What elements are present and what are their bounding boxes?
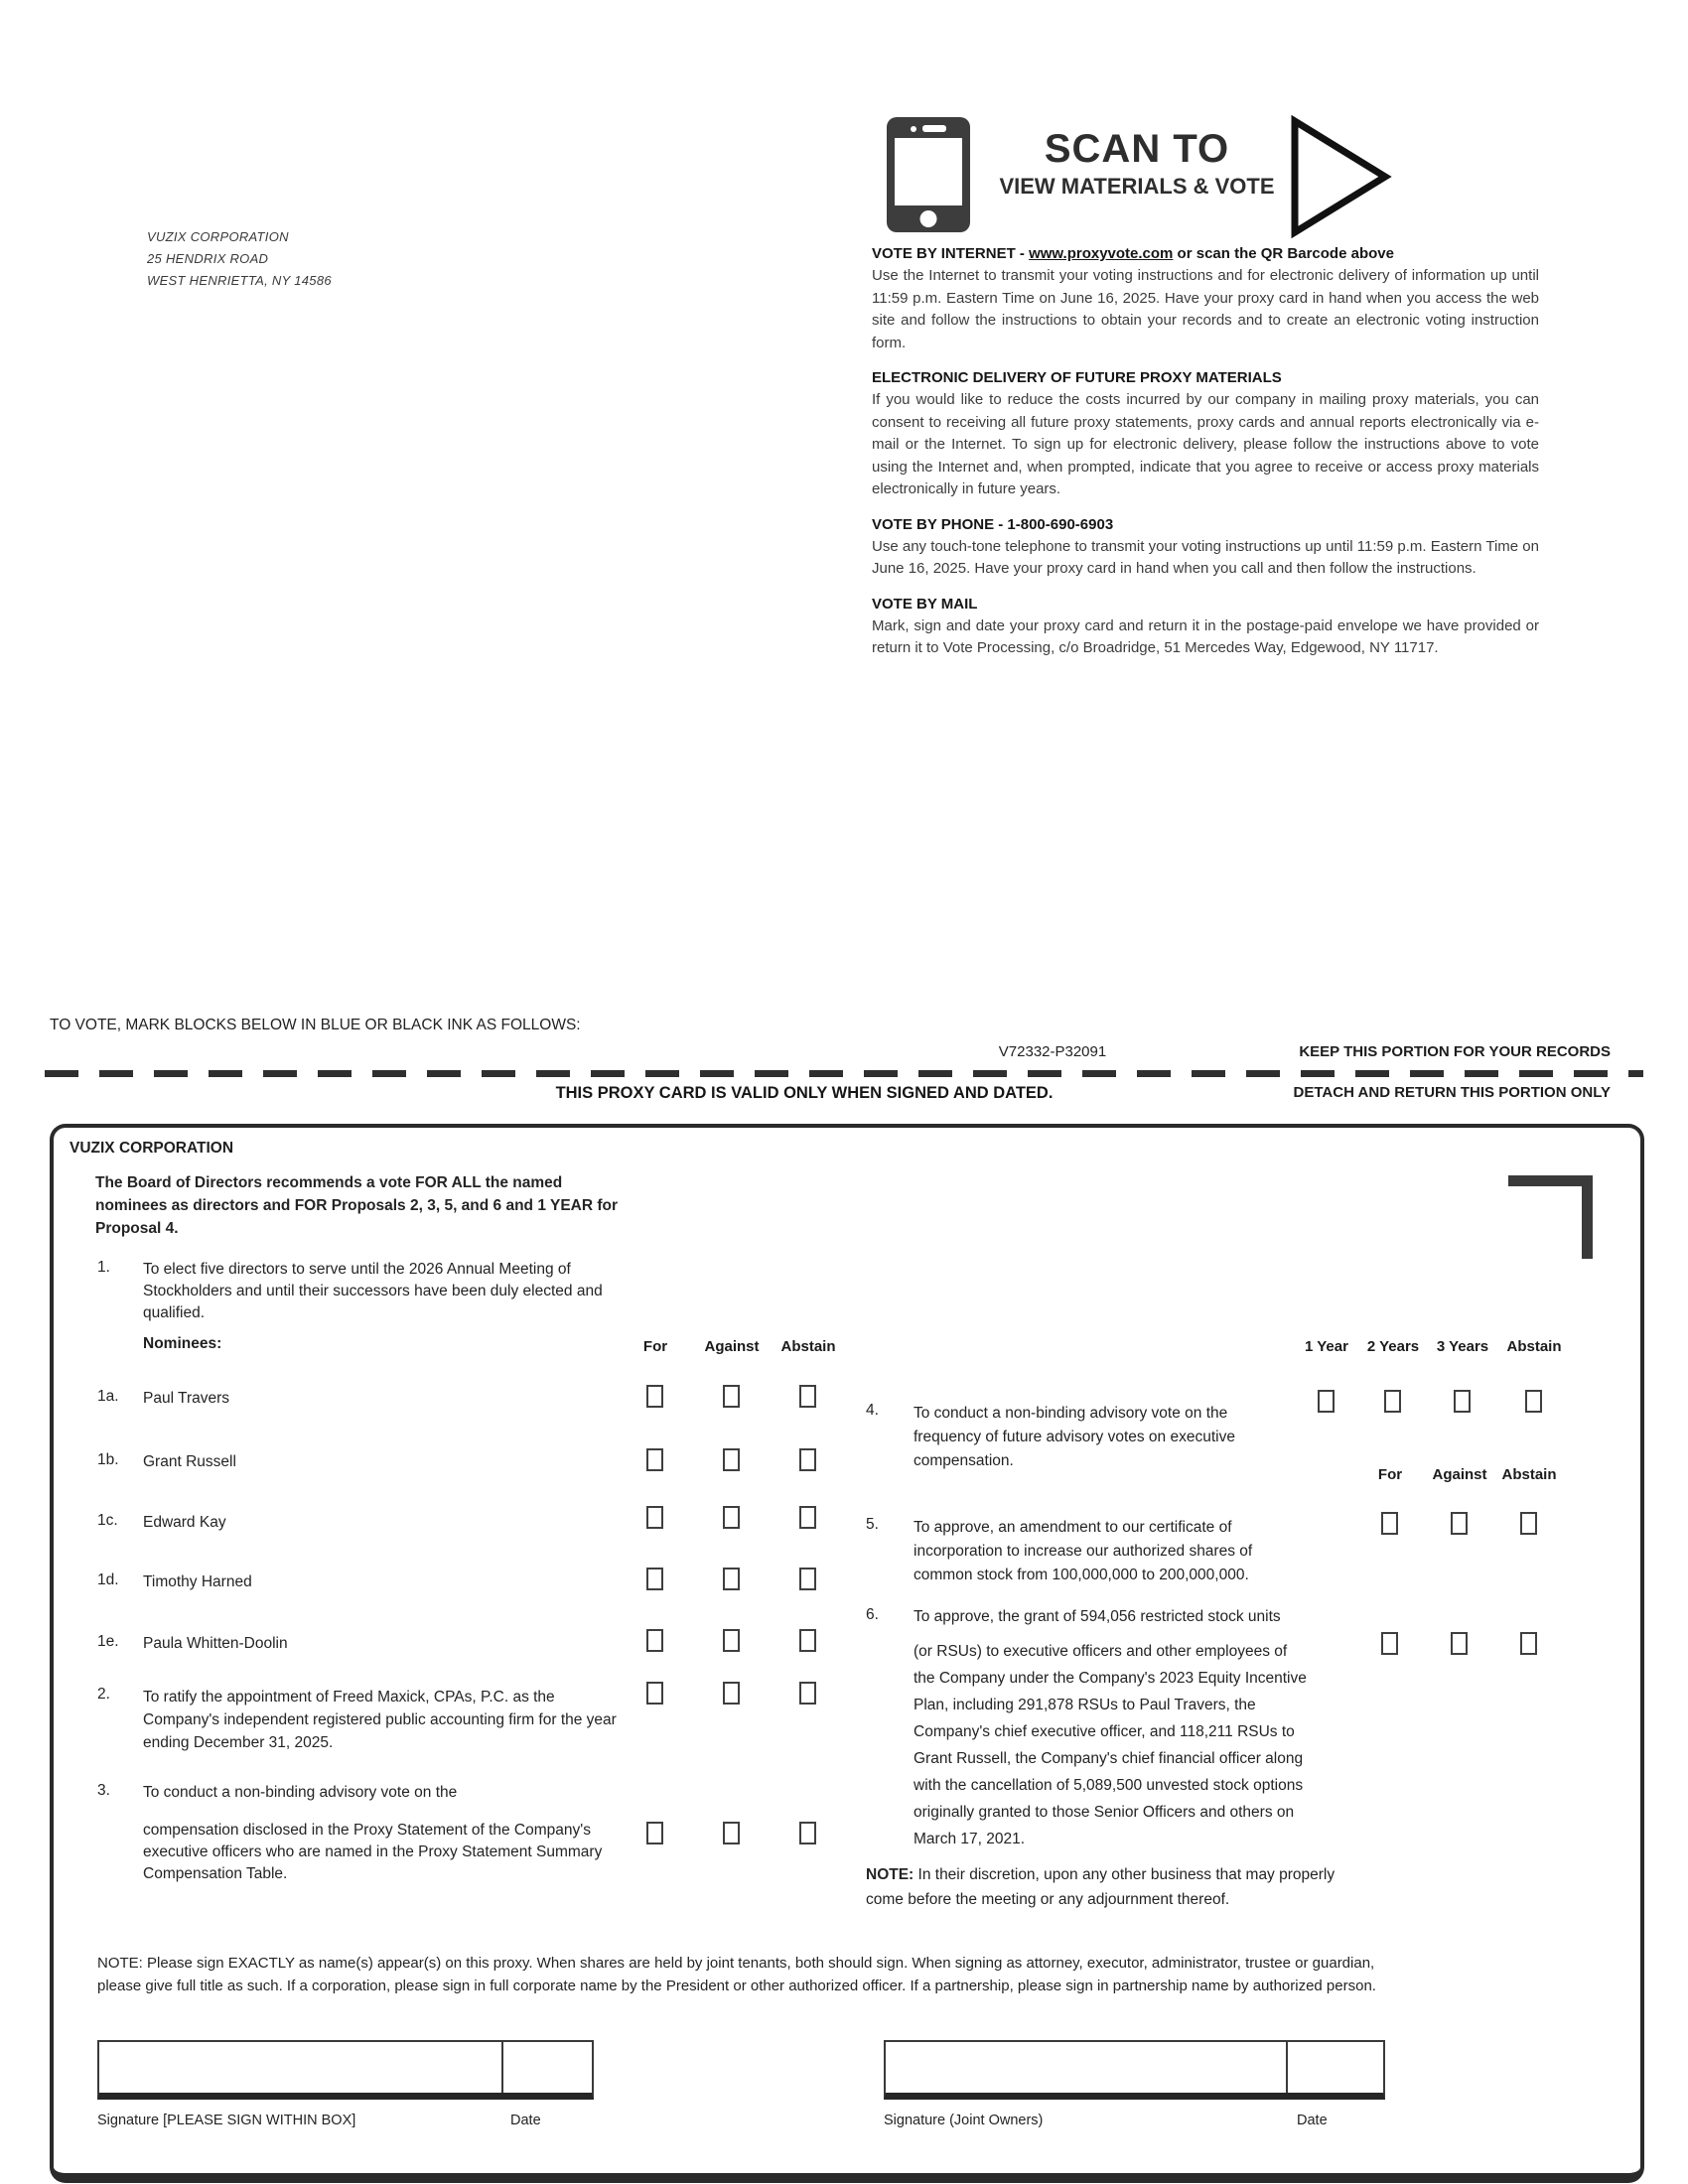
discretion-note-label: NOTE: bbox=[866, 1866, 914, 1883]
return-address bbox=[147, 226, 332, 292]
electronic-delivery-body: If you would like to reduce the costs incurred by our company in mailing proxy materials, you can consent to receiving all future proxy statements, proxy cards and annual reports electronically via e-mail or the Internet. To sign up for electronic delivery, please follow the instructions above to vote using the Internet and, when prompted, indicate that you agree to receive or access proxy materials electronically in future years. bbox=[872, 391, 1539, 497]
smartphone-icon bbox=[887, 117, 970, 232]
proposal4-number: 4. bbox=[866, 1402, 879, 1419]
checkbox-p2-abstain[interactable] bbox=[799, 1682, 816, 1705]
proposal1-number: 1. bbox=[97, 1259, 110, 1276]
checkbox-p6-against[interactable] bbox=[1451, 1632, 1468, 1655]
return-address-line1: VUZIX CORPORATION bbox=[147, 229, 289, 244]
col-header-for-2: For bbox=[1377, 1466, 1403, 1483]
card-company-name: VUZIX CORPORATION bbox=[70, 1140, 234, 1157]
vote-by-internet-body: Use the Internet to transmit your voting instructions and for electronic delivery of information up until 11:59 p.m. Eastern Time on June 16, 2025. Have your proxy card in hand when you access the web site and follow the instructions to obtain your records and to create an electronic voting instruction form. bbox=[872, 267, 1539, 351]
checkbox-1a-against[interactable] bbox=[723, 1385, 740, 1408]
proposal1-text: To elect five directors to serve until the 2026 Annual Meeting of Stockholders and until their successors have been duly elected and qualified. bbox=[143, 1261, 603, 1321]
col-header-1year: 1 Year bbox=[1305, 1338, 1348, 1355]
checkbox-p3-for[interactable] bbox=[646, 1822, 663, 1844]
return-address-line2: 25 HENDRIX ROAD bbox=[147, 251, 269, 266]
nominee-1b-name: Grant Russell bbox=[143, 1453, 236, 1470]
col-header-freq-abstain: Abstain bbox=[1506, 1338, 1562, 1355]
discretion-note-text: In their discretion, upon any other business that may properly come before the meeting or any adjournment thereof. bbox=[866, 1866, 1336, 1908]
detach-portion-label: DETACH AND RETURN THIS PORTION ONLY bbox=[1293, 1084, 1611, 1101]
proposal2-number: 2. bbox=[97, 1686, 110, 1703]
col-header-against-2: Against bbox=[1432, 1466, 1487, 1483]
keep-portion-label: KEEP THIS PORTION FOR YOUR RECORDS bbox=[1299, 1043, 1611, 1060]
checkbox-1c-abstain[interactable] bbox=[799, 1506, 816, 1529]
checkbox-1a-for[interactable] bbox=[646, 1385, 663, 1408]
checkbox-1b-against[interactable] bbox=[723, 1448, 740, 1471]
vote-by-phone-heading: VOTE BY PHONE - 1-800-690-6903 bbox=[872, 515, 1114, 533]
nominee-1d-id: 1d. bbox=[97, 1571, 119, 1588]
scan-banner bbox=[993, 127, 1281, 200]
phone-screen bbox=[895, 138, 962, 205]
checkbox-1d-for[interactable] bbox=[646, 1568, 663, 1590]
date1-label: Date bbox=[510, 2113, 541, 2128]
proposal5-number: 5. bbox=[866, 1516, 879, 1533]
electronic-delivery-section bbox=[872, 369, 1539, 501]
checkbox-p2-for[interactable] bbox=[646, 1682, 663, 1705]
vote-methods bbox=[872, 245, 1539, 675]
proposal3-line1: To conduct a non-binding advisory vote on the bbox=[143, 1784, 458, 1801]
vote-by-internet-section bbox=[872, 245, 1539, 354]
vote-by-phone-section bbox=[872, 516, 1539, 581]
checkbox-1a-abstain[interactable] bbox=[799, 1385, 816, 1408]
checkbox-1b-for[interactable] bbox=[646, 1448, 663, 1471]
proposal6-text: (or RSUs) to executive officers and other employees of the Company under the Company's 2023 Equity Incentive Plan, including 291,878 RSUs to Paul Travers, the Company's chief executive officer, and 118,211 RSUs to Grant Russell, the Company's chief financial officer along with the cancellation of 5,089,500 unvested stock options originally granted to those Senior Officers and others on March 17, 2021. bbox=[914, 1643, 1307, 1847]
phone-home-button bbox=[920, 210, 937, 227]
col-header-abstain-2: Abstain bbox=[1501, 1466, 1557, 1483]
signature-box-joint bbox=[884, 2040, 1385, 2100]
checkbox-p4-1year[interactable] bbox=[1318, 1390, 1335, 1413]
discretion-note bbox=[866, 1862, 1362, 1912]
vote-by-mail-section bbox=[872, 596, 1539, 660]
checkbox-p4-3years[interactable] bbox=[1454, 1390, 1471, 1413]
checkbox-p4-abstain[interactable] bbox=[1525, 1390, 1542, 1413]
checkbox-p3-against[interactable] bbox=[723, 1822, 740, 1844]
checkbox-1e-for[interactable] bbox=[646, 1629, 663, 1652]
perforation-dashed-line bbox=[45, 1070, 1643, 1077]
right-arrow-icon bbox=[1289, 114, 1392, 239]
scan-banner-title: SCAN TO bbox=[1044, 127, 1230, 171]
checkbox-1e-abstain[interactable] bbox=[799, 1629, 816, 1652]
vote-by-phone-body: Use any touch-tone telephone to transmit your voting instructions up until 11:59 p.m. Eastern Time on June 16, 2025. Have your proxy card in hand when you call and then follow the instructions. bbox=[872, 537, 1539, 577]
return-address-line3: WEST HENRIETTA, NY 14586 bbox=[147, 273, 332, 288]
proposal6-number: 6. bbox=[866, 1606, 879, 1623]
vote-by-mail-body: Mark, sign and date your proxy card and return it in the postage-paid envelope we have provided or return it to Vote Processing, c/o Broadridge, 51 Mercedes Way, Edgewood, NY 11717. bbox=[872, 616, 1539, 656]
proposal2-text: To ratify the appointment of Freed Maxick, CPAs, P.C. as the Company's independent registered public accounting firm for the year ending December 31, 2025. bbox=[143, 1689, 617, 1751]
signature2-label: Signature (Joint Owners) bbox=[884, 2113, 1044, 2128]
col-header-3years: 3 Years bbox=[1436, 1338, 1489, 1355]
nominee-1e-name: Paula Whitten-Doolin bbox=[143, 1635, 288, 1652]
date-field-primary[interactable] bbox=[501, 2042, 592, 2093]
control-number: V72332-P32091 bbox=[998, 1043, 1107, 1060]
nominee-1a-id: 1a. bbox=[97, 1388, 119, 1405]
corner-bracket-horizontal bbox=[1508, 1175, 1593, 1186]
checkbox-p4-2years[interactable] bbox=[1384, 1390, 1401, 1413]
checkbox-p5-for[interactable] bbox=[1381, 1512, 1398, 1535]
col-header-against: Against bbox=[704, 1338, 760, 1355]
checkbox-p5-abstain[interactable] bbox=[1520, 1512, 1537, 1535]
sign-note: NOTE: Please sign EXACTLY as name(s) appear(s) on this proxy. When shares are held by joint tenants, both should sign. When signing as attorney, executor, administrator, trustee or guardian, please give full title as such. If a corporation, please sign in full corporate name by the President or other authorized officer. If a partnership, please sign in partnership name by authorized person. bbox=[97, 1955, 1376, 1994]
proxyvote-link[interactable]: www.proxyvote.com bbox=[1029, 245, 1174, 262]
nominees-label: Nominees: bbox=[143, 1335, 222, 1352]
phone-camera-dot bbox=[911, 126, 916, 132]
checkbox-p6-abstain[interactable] bbox=[1520, 1632, 1537, 1655]
date-field-joint[interactable] bbox=[1286, 2042, 1383, 2093]
checkbox-1c-for[interactable] bbox=[646, 1506, 663, 1529]
nominee-1b-id: 1b. bbox=[97, 1451, 119, 1468]
signature-field-joint[interactable] bbox=[886, 2042, 1286, 2093]
checkbox-p5-against[interactable] bbox=[1451, 1512, 1468, 1535]
col-header-2years: 2 Years bbox=[1366, 1338, 1420, 1355]
nominee-1c-name: Edward Kay bbox=[143, 1514, 226, 1531]
nominee-1a-name: Paul Travers bbox=[143, 1390, 230, 1407]
checkbox-1e-against[interactable] bbox=[723, 1629, 740, 1652]
checkbox-1b-abstain[interactable] bbox=[799, 1448, 816, 1471]
nominee-1d-name: Timothy Harned bbox=[143, 1573, 252, 1590]
ballot-card bbox=[50, 1124, 1644, 2183]
phone-speaker-bar bbox=[922, 125, 946, 132]
vote-by-internet-heading-suffix: or scan the QR Barcode above bbox=[1173, 245, 1394, 262]
vote-by-internet-heading bbox=[872, 245, 1539, 262]
electronic-delivery-heading: ELECTRONIC DELIVERY OF FUTURE PROXY MATERIALS bbox=[872, 369, 1282, 386]
checkbox-1d-abstain[interactable] bbox=[799, 1568, 816, 1590]
checkbox-1c-against[interactable] bbox=[723, 1506, 740, 1529]
mark-instruction: TO VOTE, MARK BLOCKS BELOW IN BLUE OR BLACK INK AS FOLLOWS: bbox=[50, 1017, 581, 1033]
checkbox-p2-against[interactable] bbox=[723, 1682, 740, 1705]
proposal6-line1: To approve, the grant of 594,056 restricted stock units bbox=[914, 1608, 1281, 1625]
corner-bracket-vertical bbox=[1582, 1175, 1593, 1259]
proposal5-text: To approve, an amendment to our certificate of incorporation to increase our authorized shares of common stock from 100,000,000 to 200,000,000. bbox=[914, 1519, 1253, 1583]
nominee-1e-id: 1e. bbox=[97, 1633, 119, 1650]
proposal3-text: compensation disclosed in the Proxy Statement of the Company's executive officers who are named in the Proxy Statement Summary Compensation Table. bbox=[143, 1822, 603, 1882]
proposal3-number: 3. bbox=[97, 1782, 110, 1799]
checkbox-p3-abstain[interactable] bbox=[799, 1822, 816, 1844]
proposal4-text: To conduct a non-binding advisory vote on the frequency of future advisory votes on executive compensation. bbox=[914, 1405, 1235, 1469]
date2-label: Date bbox=[1297, 2113, 1328, 2128]
nominee-1c-id: 1c. bbox=[97, 1512, 118, 1529]
checkbox-1d-against[interactable] bbox=[723, 1568, 740, 1590]
col-header-abstain: Abstain bbox=[780, 1338, 836, 1355]
signature-field-primary[interactable] bbox=[99, 2042, 501, 2093]
valid-notice: THIS PROXY CARD IS VALID ONLY WHEN SIGNED AND DATED. bbox=[555, 1084, 1054, 1102]
board-recommendation: The Board of Directors recommends a vote FOR ALL the named nominees as directors and FOR Proposals 2, 3, 5, and 6 and 1 YEAR for Proposal 4. bbox=[95, 1174, 619, 1237]
scan-banner-subtitle: VIEW MATERIALS & VOTE bbox=[999, 174, 1275, 199]
vote-by-mail-heading: VOTE BY MAIL bbox=[872, 595, 978, 613]
checkbox-p6-for[interactable] bbox=[1381, 1632, 1398, 1655]
col-header-for: For bbox=[642, 1338, 668, 1355]
signature1-label: Signature [PLEASE SIGN WITHIN BOX] bbox=[97, 2113, 356, 2128]
vote-by-internet-heading-prefix: VOTE BY INTERNET - bbox=[872, 245, 1030, 262]
signature-box-primary bbox=[97, 2040, 594, 2100]
